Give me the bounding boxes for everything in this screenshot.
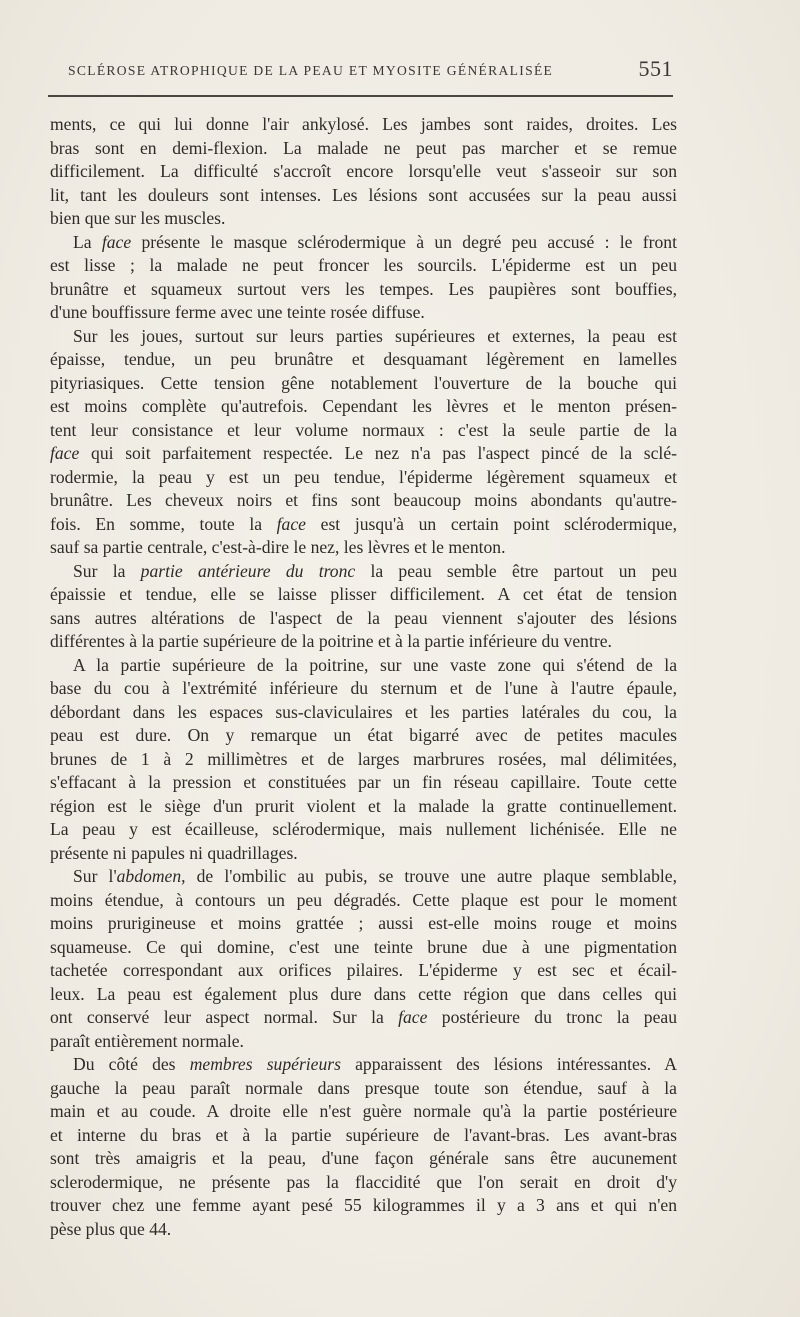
paragraph [50,325,677,560]
text-line: main et au coude. A droite elle n'est guère normale qu'à la partie postérieure [50,1101,677,1121]
text-line: bras sont en demi-flexion. La malade ne peut pas marcher et se remue [50,137,677,158]
text-line: base du cou à l'extrémité inférieure du sternum et de l'une à l'autre épaule, [50,678,677,698]
text-line: La peau y est écailleuse, sclérodermique, mais nullement lichénisée. Elle ne [50,819,677,839]
text-line: Du côté des membres supérieurs apparaissent des lésions intéressantes. A [73,1054,677,1074]
text-line: lit, tant les douleurs sont intenses. Les lésions sont accusées sur la peau aussi [50,184,677,205]
text-line: paraît entièrement normale. [50,1030,244,1051]
text-line: pityriasiques. Cette tension gêne notablement l'ouverture de la bouche qui [50,372,677,393]
text-line: s'effacant à la pression et constituées par un fin réseau capillaire. Toute cette [50,772,677,792]
text-line: et interne du bras et à la partie supérieure de l'avant-bras. Les avant-bras [50,1124,677,1145]
text-line: tachetée correspondant aux orifices pilaires. L'épiderme y est sec et écail- [50,960,677,980]
text-line: sclerodermique, ne présente pas la flaccidité que l'on serait en droit d'y [50,1171,677,1192]
paragraph [50,654,677,866]
page-header [68,54,673,88]
text-line: Sur les joues, surtout sur leurs parties supérieures et externes, la peau est [73,325,677,346]
text-line: leux. La peau est également plus dure dans cette région que dans celles qui [50,983,677,1004]
text-line: d'une bouffissure ferme avec une teinte rosée diffuse. [50,302,425,322]
text-line: région est le siège d'un prurit violent et la malade la gratte continuellement. [50,795,677,816]
paragraph [50,231,677,325]
text-line: différentes à la partie supérieure de la poitrine et à la partie inférieure du ventre. [50,631,612,651]
text-line: Sur la partie antérieure du tronc la peau semble être partout un peu [73,560,677,581]
text-line: brunâtre et squameux surtout vers les tempes. Les paupières sont bouffies, [50,278,677,299]
text-line: A la partie supérieure de la poitrine, sur une vaste zone qui s'étend de la [73,654,677,675]
body-text [50,113,677,1241]
paragraph [50,865,677,1053]
text-line: est lisse ; la malade ne peut froncer les sourcils. L'épiderme est un peu [50,255,677,275]
text-line: ont conservé leur aspect normal. Sur la face postérieure du tronc la peau [50,1007,677,1027]
text-line: gauche la peau paraît normale dans presque toute son étendue, sauf à la [50,1077,677,1098]
text-line: brunâtre. Les cheveux noirs et fins sont beaucoup moins abondants qu'autre- [50,490,677,510]
text-line: rodermie, la peau y est un peu tendue, l'épiderme légèrement squameux et [50,466,677,487]
text-line: sans autres altérations de l'aspect de la peau viennent s'ajouter des lésions [50,607,677,628]
text-line: peau est dure. On y remarque un état bigarré avec de petites macules [50,725,677,745]
text-line: moins prurigineuse et moins grattée ; aussi est-elle moins rouge et moins [50,913,677,933]
text-line: débordant dans les espaces sus-claviculaires et les parties latérales du cou, la [50,701,677,722]
header-rule [48,95,673,97]
text-line: trouver chez une femme ayant pesé 55 kilogrammes il y a 3 ans et qui n'en [50,1195,677,1215]
text-line: La face présente le masque sclérodermique à un degré peu accusé : le front [73,231,677,252]
text-line: est moins complète qu'autrefois. Cependant les lèvres et le menton présen- [50,396,677,416]
text-line: moins étendue, à contours un peu dégradés. Cette plaque est pour le moment [50,889,677,910]
running-title: SCLÉROSE ATROPHIQUE DE LA PEAU ET MYOSITE GÉNÉRALISÉE [68,63,554,78]
paragraph [50,113,677,231]
text-line: Sur l'abdomen, de l'ombilic au pubis, se trouve une autre plaque semblable, [73,866,677,886]
text-line: fois. En somme, toute la face est jusqu'à un certain point sclérodermique, [50,513,677,534]
text-line: présente ni papules ni quadrillages. [50,842,298,863]
text-line: brunes de 1 à 2 millimètres et de larges marbrures rosées, mal délimitées, [50,748,677,769]
text-line: ments, ce qui lui donne l'air ankylosé. Les jambes sont raides, droites. Les [50,114,677,134]
page-number: 551 [638,56,673,81]
text-line: épaissie et tendue, elle se laisse plisser difficilement. A cet état de tension [50,584,677,604]
text-line: sont très amaigris et la peau, d'une façon générale sans être aucunement [50,1148,677,1168]
text-line: difficilement. La difficulté s'accroît encore lorsqu'elle veut s'asseoir sur son [50,161,677,181]
text-line: sauf sa partie centrale, c'est-à-dire le nez, les lèvres et le menton. [50,537,506,557]
text-line: face qui soit parfaitement respectée. Le nez n'a pas l'aspect pincé de la sclé- [50,443,677,463]
paragraph [50,560,677,654]
text-line: bien que sur les muscles. [50,208,226,228]
paragraph [50,1053,677,1241]
text-line: tent leur consistance et leur volume normaux : c'est la seule partie de la [50,419,677,440]
text-line: squameuse. Ce qui domine, c'est une teinte brune due à une pigmentation [50,936,677,957]
text-line: pèse plus que 44. [50,1218,172,1239]
text-line: épaisse, tendue, un peu brunâtre et desquamant légèrement en lamelles [50,349,677,369]
